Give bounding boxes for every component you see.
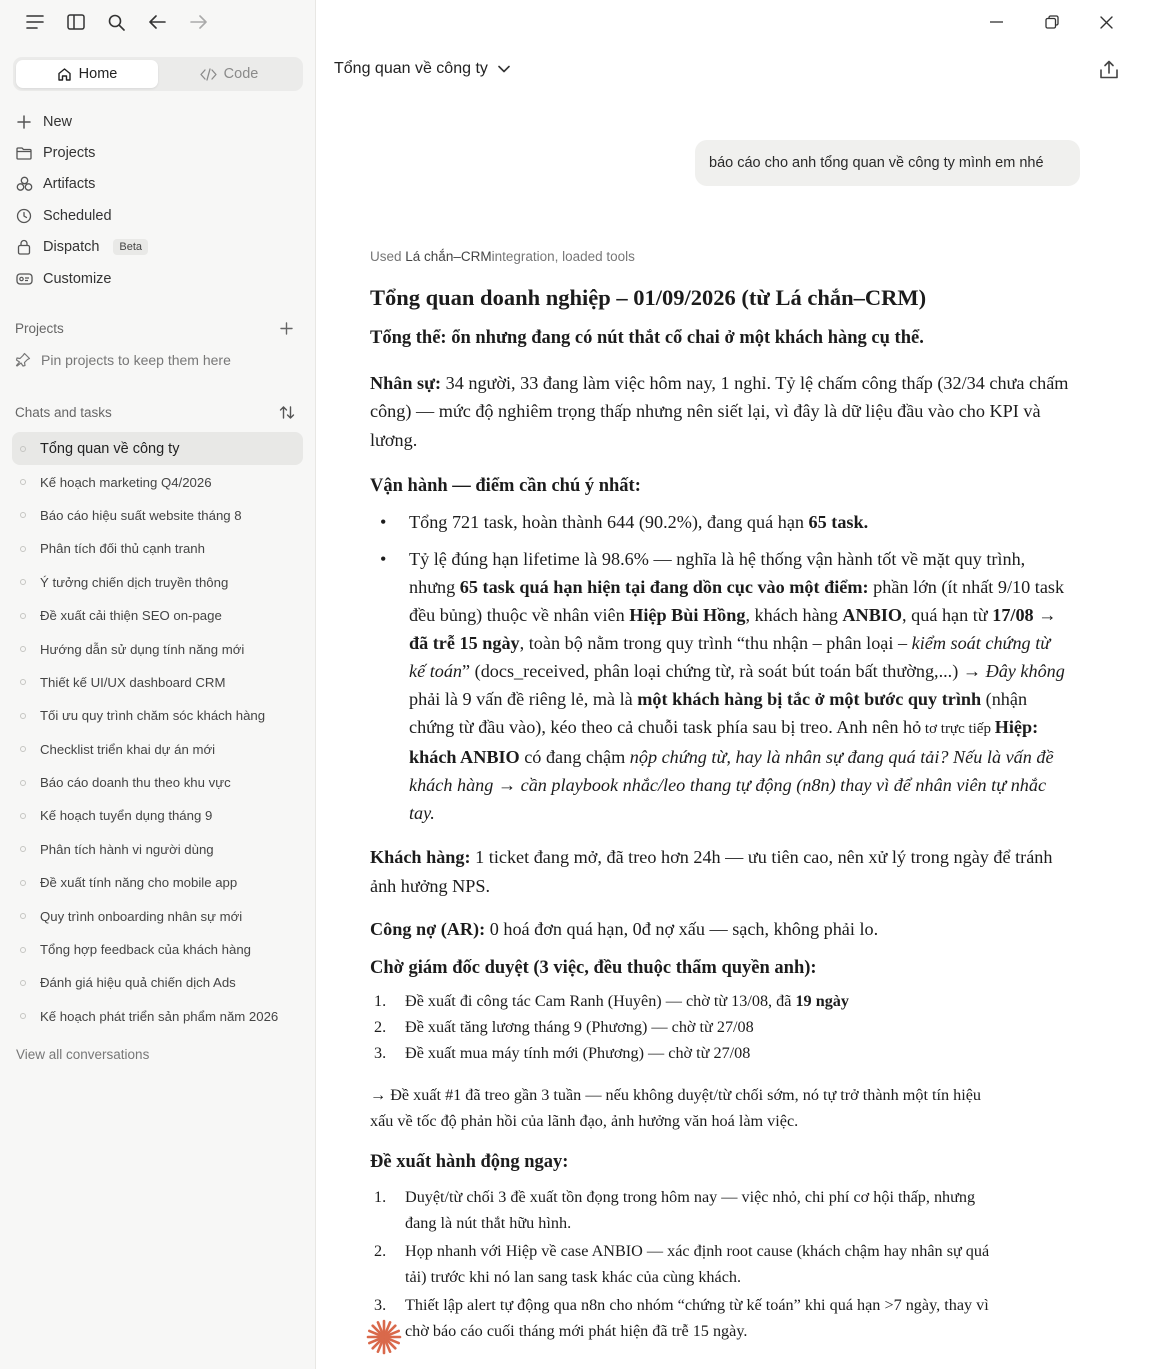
chat-item[interactable] xyxy=(12,699,303,732)
chat-item[interactable] xyxy=(12,966,303,999)
chat-item[interactable] xyxy=(12,432,303,465)
text: , khách hàng xyxy=(745,605,843,626)
user-message xyxy=(695,140,1080,186)
text-bold: Hiệp: khách ANBIO xyxy=(409,717,1039,768)
ar-paragraph xyxy=(370,915,1070,943)
chat-item[interactable] xyxy=(12,499,303,532)
chat-title: Tổng quan về công ty xyxy=(40,440,180,457)
ar-text: 0 hoá đơn quá hạn, 0đ nợ xấu — sạch, không phải lo. xyxy=(485,919,879,940)
action-item xyxy=(370,1292,1010,1344)
approval-item xyxy=(370,1014,1070,1040)
menu-icon xyxy=(26,15,44,29)
back-button[interactable] xyxy=(137,10,178,34)
nav-dispatch[interactable] xyxy=(15,232,303,263)
customer-paragraph xyxy=(370,843,1070,900)
text: Tổng 721 task, hoàn thành 644 (90.2%), đang quá hạn xyxy=(409,512,809,533)
mode-switch xyxy=(13,57,303,91)
projects-section-header xyxy=(15,321,303,336)
forward-button[interactable] xyxy=(178,10,219,34)
action-item xyxy=(370,1238,1010,1290)
chat-dot xyxy=(20,880,26,886)
nav-artifacts-label: Artifacts xyxy=(43,176,96,193)
text-bold: một khách hàng bị tắc ở một bước quy trình xyxy=(637,689,982,710)
folder-icon xyxy=(16,146,32,160)
text-bold: 19 ngày xyxy=(795,992,849,1011)
nav-scheduled[interactable] xyxy=(15,200,303,231)
share-button[interactable] xyxy=(1099,60,1119,80)
search-button[interactable] xyxy=(96,10,137,34)
chat-dot xyxy=(20,980,26,986)
text-bold: quá hạn hiện tại đang dồn cục vào xyxy=(514,577,790,598)
chat-title: Kế hoạch marketing Q4/2026 xyxy=(40,474,212,490)
share-icon xyxy=(1099,60,1119,80)
ops-bullet xyxy=(370,508,1070,536)
plus-icon xyxy=(17,115,31,129)
minimize-icon xyxy=(990,21,1003,23)
chat-item[interactable] xyxy=(12,566,303,599)
sidebar xyxy=(0,0,316,1369)
plus-icon xyxy=(280,322,293,335)
chat-dot xyxy=(20,613,26,619)
restore-button[interactable] xyxy=(1031,10,1072,34)
chat-dot xyxy=(20,546,26,552)
chat-dot xyxy=(20,713,26,719)
text-italic: Đây không xyxy=(985,661,1065,682)
search-icon xyxy=(108,14,125,31)
chat-dot xyxy=(20,813,26,819)
chat-title: Đề xuất cải thiện SEO on-page xyxy=(40,608,222,624)
item-number: 1. xyxy=(374,992,387,1011)
text: phần lớn (ít nhất 9/10 task đều bủng) thuộc về nhân viên xyxy=(409,577,1065,626)
used-tool-name: Lá chắn–CRM xyxy=(405,249,492,264)
report-title: Tổng quan doanh nghiệp – 01/09/2026 (từ Lá chắn–CRM) xyxy=(370,285,927,310)
chat-dot xyxy=(20,947,26,953)
chat-dot xyxy=(20,1013,26,1019)
tab-home[interactable] xyxy=(16,60,158,88)
text-italic: kiểm soát chứng từ kế toán xyxy=(409,633,1051,682)
chat-list xyxy=(12,432,303,1033)
chat-title: Checklist triển khai dự án mới xyxy=(40,741,216,757)
ops-heading: Vận hành — điểm cần chú ý nhất: xyxy=(370,476,641,497)
home-icon xyxy=(57,67,72,82)
nav-customize-label: Customize xyxy=(43,270,112,287)
close-button[interactable] xyxy=(1086,10,1127,34)
text: Đề xuất tăng lương tháng 9 (Phương) — chờ từ 27/08 xyxy=(405,1018,754,1037)
text-bold: 65 task. xyxy=(808,512,869,533)
code-icon xyxy=(200,68,217,81)
chat-title: Báo cáo hiệu suất website tháng 8 xyxy=(40,507,242,523)
tab-code-label: Code xyxy=(223,66,259,82)
arrow-left-icon xyxy=(149,15,166,29)
text-bold: 17/08 → đã trễ 15 ngày xyxy=(409,605,1057,654)
chat-dot xyxy=(20,846,26,852)
text: , toàn bộ nằm trong quy trình “thu nhận – phân loại – xyxy=(519,633,912,654)
action-heading: Đề xuất hành động ngay: xyxy=(370,1152,569,1173)
text: phải là 9 vấn đề riêng lẻ, mà là xyxy=(409,689,638,710)
chat-item[interactable] xyxy=(12,766,303,799)
text: Đề xuất đi công tác Cam Ranh (Huyên) — chờ từ 13/08, đã xyxy=(405,992,796,1011)
text-bold: một điểm: xyxy=(789,577,869,598)
conversation-title-dropdown[interactable] xyxy=(334,60,510,78)
hr-label: Nhân sự: xyxy=(370,373,442,393)
ar-label: Công nợ (AR): xyxy=(370,919,486,940)
projects-empty-hint xyxy=(15,352,231,368)
text: có đang chậm xyxy=(519,747,630,768)
text-bold: Hiệp Bùi Hồng xyxy=(629,605,746,626)
sort-icon xyxy=(279,405,295,420)
projects-header-label: Projects xyxy=(15,321,64,336)
chat-title: Hướng dẫn sử dụng tính năng mới xyxy=(40,641,245,657)
minimize-button[interactable] xyxy=(976,10,1017,34)
chat-title: Báo cáo doanh thu theo khu vực xyxy=(40,775,231,791)
clock-icon xyxy=(16,208,32,224)
sidebar-toolbar xyxy=(14,10,219,34)
chat-title: Thiết kế UI/UX dashboard CRM xyxy=(40,674,226,690)
nav-projects-label: Projects xyxy=(43,145,96,162)
nav-projects[interactable] xyxy=(15,137,303,168)
primary-nav xyxy=(15,106,303,294)
chat-item[interactable] xyxy=(12,933,303,966)
item-number: 3. xyxy=(374,1296,387,1315)
chat-title: Đánh giá hiệu quả chiến dịch Ads xyxy=(40,975,236,991)
arrow-right-icon xyxy=(190,15,207,29)
restore-icon xyxy=(1045,15,1059,29)
ops-bullet xyxy=(370,545,1070,827)
main-panel xyxy=(317,0,1149,1369)
text: Đề xuất mua máy tính mới (Phương) — chờ từ 27/08 xyxy=(405,1044,751,1063)
chat-title: Phân tích đối thủ cạnh tranh xyxy=(40,541,205,557)
used-suffix: integration, loaded tools xyxy=(491,249,635,264)
conversation-title: Tổng quan về công ty xyxy=(334,60,488,77)
text: Thiết lập alert tự động qua n8n cho nhóm “chứng từ kế toán” khi quá hạn >7 ngày, thay vì chờ báo cáo cuối tháng mới phát hiện đã trễ 15 ngày. xyxy=(405,1296,989,1341)
beta-badge: Beta xyxy=(113,239,148,255)
lock-icon xyxy=(17,239,31,255)
chat-dot xyxy=(20,780,26,786)
menu-button[interactable] xyxy=(14,10,55,34)
user-message-text: báo cáo cho anh tổng quan về công ty mình em nhé xyxy=(709,155,1044,171)
chat-title: Quy trình onboarding nhân sự mới xyxy=(40,908,243,924)
text: (nhận chứng từ đầu vào), kéo theo cả chuỗi task phía sau bị treo. Anh nên hỏ xyxy=(409,689,1028,738)
add-project-button[interactable] xyxy=(280,322,303,335)
chevron-down-icon xyxy=(498,65,510,73)
chat-dot xyxy=(20,746,26,752)
chat-dot xyxy=(20,479,26,485)
chat-dot xyxy=(20,446,26,452)
used-prefix: Used xyxy=(370,249,402,264)
sort-chats-button[interactable] xyxy=(279,405,303,420)
customer-text: 1 ticket đang mở, đã treo hơn 24h — ưu tiên cao, nên xử lý trong ngày để tránh ảnh hưởng NPS. xyxy=(370,847,1053,896)
tab-home-label: Home xyxy=(78,66,118,82)
text: tơ trực tiếp xyxy=(921,721,995,738)
tab-code[interactable] xyxy=(158,60,300,88)
chat-dot xyxy=(20,512,26,518)
chat-item[interactable] xyxy=(12,465,303,498)
chat-item[interactable] xyxy=(12,899,303,932)
chat-dot xyxy=(20,913,26,919)
chat-title: Kế hoạch tuyển dụng tháng 9 xyxy=(40,808,213,824)
chat-item[interactable] xyxy=(12,733,303,766)
chat-item[interactable] xyxy=(12,599,303,632)
nav-dispatch-label: Dispatch xyxy=(43,239,100,256)
approval-item xyxy=(370,1040,1070,1066)
chat-item[interactable] xyxy=(12,799,303,832)
chat-title: Tổng hợp feedback của khách hàng xyxy=(40,942,252,958)
nav-customize[interactable] xyxy=(15,263,303,294)
overall-summary: Tổng thể: ổn nhưng đang có nút thắt cổ chai ở một khách hàng cụ thể. xyxy=(370,328,924,348)
text: Tỷ lệ đúng hạn lifetime là 98.6% — nghĩa là hệ thống vận hành tốt về mặt quy trình, nhưng xyxy=(409,549,1026,598)
sidebar-icon xyxy=(67,14,85,30)
text: Họp nhanh với Hiệp về case ANBIO — xác định root cause (khách chậm hay nhân sự quá tải) trước khi nó lan sang task khác của cùng khách. xyxy=(405,1242,990,1287)
chat-title: Đề xuất tính năng cho mobile app xyxy=(40,875,238,891)
chat-item[interactable] xyxy=(12,632,303,665)
chat-title: Kế hoạch phát triển sản phẩm năm 2026 xyxy=(40,1008,279,1024)
assistant-response xyxy=(370,282,1070,1344)
chat-title: Tối ưu quy trình chăm sóc khách hàng xyxy=(40,708,266,724)
hr-text: 34 người, 33 đang làm việc hôm nay, 1 nghỉ. Tỷ lệ chấm công thấp (32/34 chưa chấm công) — mức độ nghiêm trọng thấp nhưng nên siết lại, vì đây là dữ liệu đầu vào cho KPI và lương. xyxy=(370,373,1069,450)
view-all-conversations-link[interactable]: View all conversations xyxy=(16,1047,150,1062)
tool-usage-note[interactable] xyxy=(370,249,635,264)
customize-icon xyxy=(16,272,33,286)
text: ” (docs_received, phân loại chứng từ, rà soát bút toán bất thường,...) → xyxy=(462,661,986,682)
hr-paragraph xyxy=(370,369,1070,454)
approval-heading: Chờ giám đốc duyệt (3 việc, đều thuộc thẩm quyền anh): xyxy=(370,958,817,979)
artifacts-icon xyxy=(16,176,33,192)
chat-dot xyxy=(20,679,26,685)
chat-item[interactable] xyxy=(12,866,303,899)
text: , quá hạn từ xyxy=(902,605,993,626)
close-icon xyxy=(1100,16,1113,29)
text-bold: 65 task xyxy=(459,577,515,598)
assistant-spark-icon xyxy=(365,1318,403,1356)
chats-section-header xyxy=(15,405,303,420)
nav-artifacts[interactable] xyxy=(15,169,303,200)
text: Duyệt/từ chối 3 đề xuất tồn đọng trong hôm nay — việc nhỏ, chi phí cơ hội thấp, nhưng đang là nút thắt hữu hình. xyxy=(405,1188,976,1233)
toggle-sidebar-button[interactable] xyxy=(55,10,96,34)
item-number: 2. xyxy=(374,1242,387,1261)
chat-title: Phân tích hành vi người dùng xyxy=(40,841,214,857)
chat-item[interactable] xyxy=(12,833,303,866)
customer-label: Khách hàng: xyxy=(370,847,471,868)
nav-new-label: New xyxy=(43,113,73,130)
approval-note: → Đề xuất #1 đã treo gần 3 tuần — nếu không duyệt/từ chối sớm, nó tự trở thành một tín hiệu xấu về tốc độ phản hồi của lãnh đạo, ảnh hưởng văn hoá làm việc. xyxy=(370,1086,982,1131)
chat-title: Ý tưởng chiến dịch truyền thông xyxy=(40,574,229,590)
projects-hint-label: Pin projects to keep them here xyxy=(41,352,231,368)
nav-scheduled-label: Scheduled xyxy=(43,207,112,224)
window-controls xyxy=(976,10,1127,34)
approval-item xyxy=(370,988,1070,1014)
chat-item[interactable] xyxy=(12,532,303,565)
item-number: 3. xyxy=(374,1044,387,1063)
chat-dot xyxy=(20,579,26,585)
item-number: 2. xyxy=(374,1018,387,1037)
chat-item[interactable] xyxy=(12,666,303,699)
action-item xyxy=(370,1184,1010,1236)
chat-item[interactable] xyxy=(12,1000,303,1033)
item-number: 1. xyxy=(374,1188,387,1207)
chat-dot xyxy=(20,646,26,652)
text-italic: nộp chứng từ, hay là nhân sự đang quá tải? Nếu là vấn đề khách hàng → cần playbook nhắc/leo thang tự động (n8n) thay vì để nhân viên tự nhắc tay. xyxy=(409,747,1054,824)
nav-new[interactable] xyxy=(15,106,303,137)
text-bold: ANBIO xyxy=(842,605,903,626)
pin-icon xyxy=(15,352,31,368)
chats-header-label: Chats and tasks xyxy=(15,405,112,420)
